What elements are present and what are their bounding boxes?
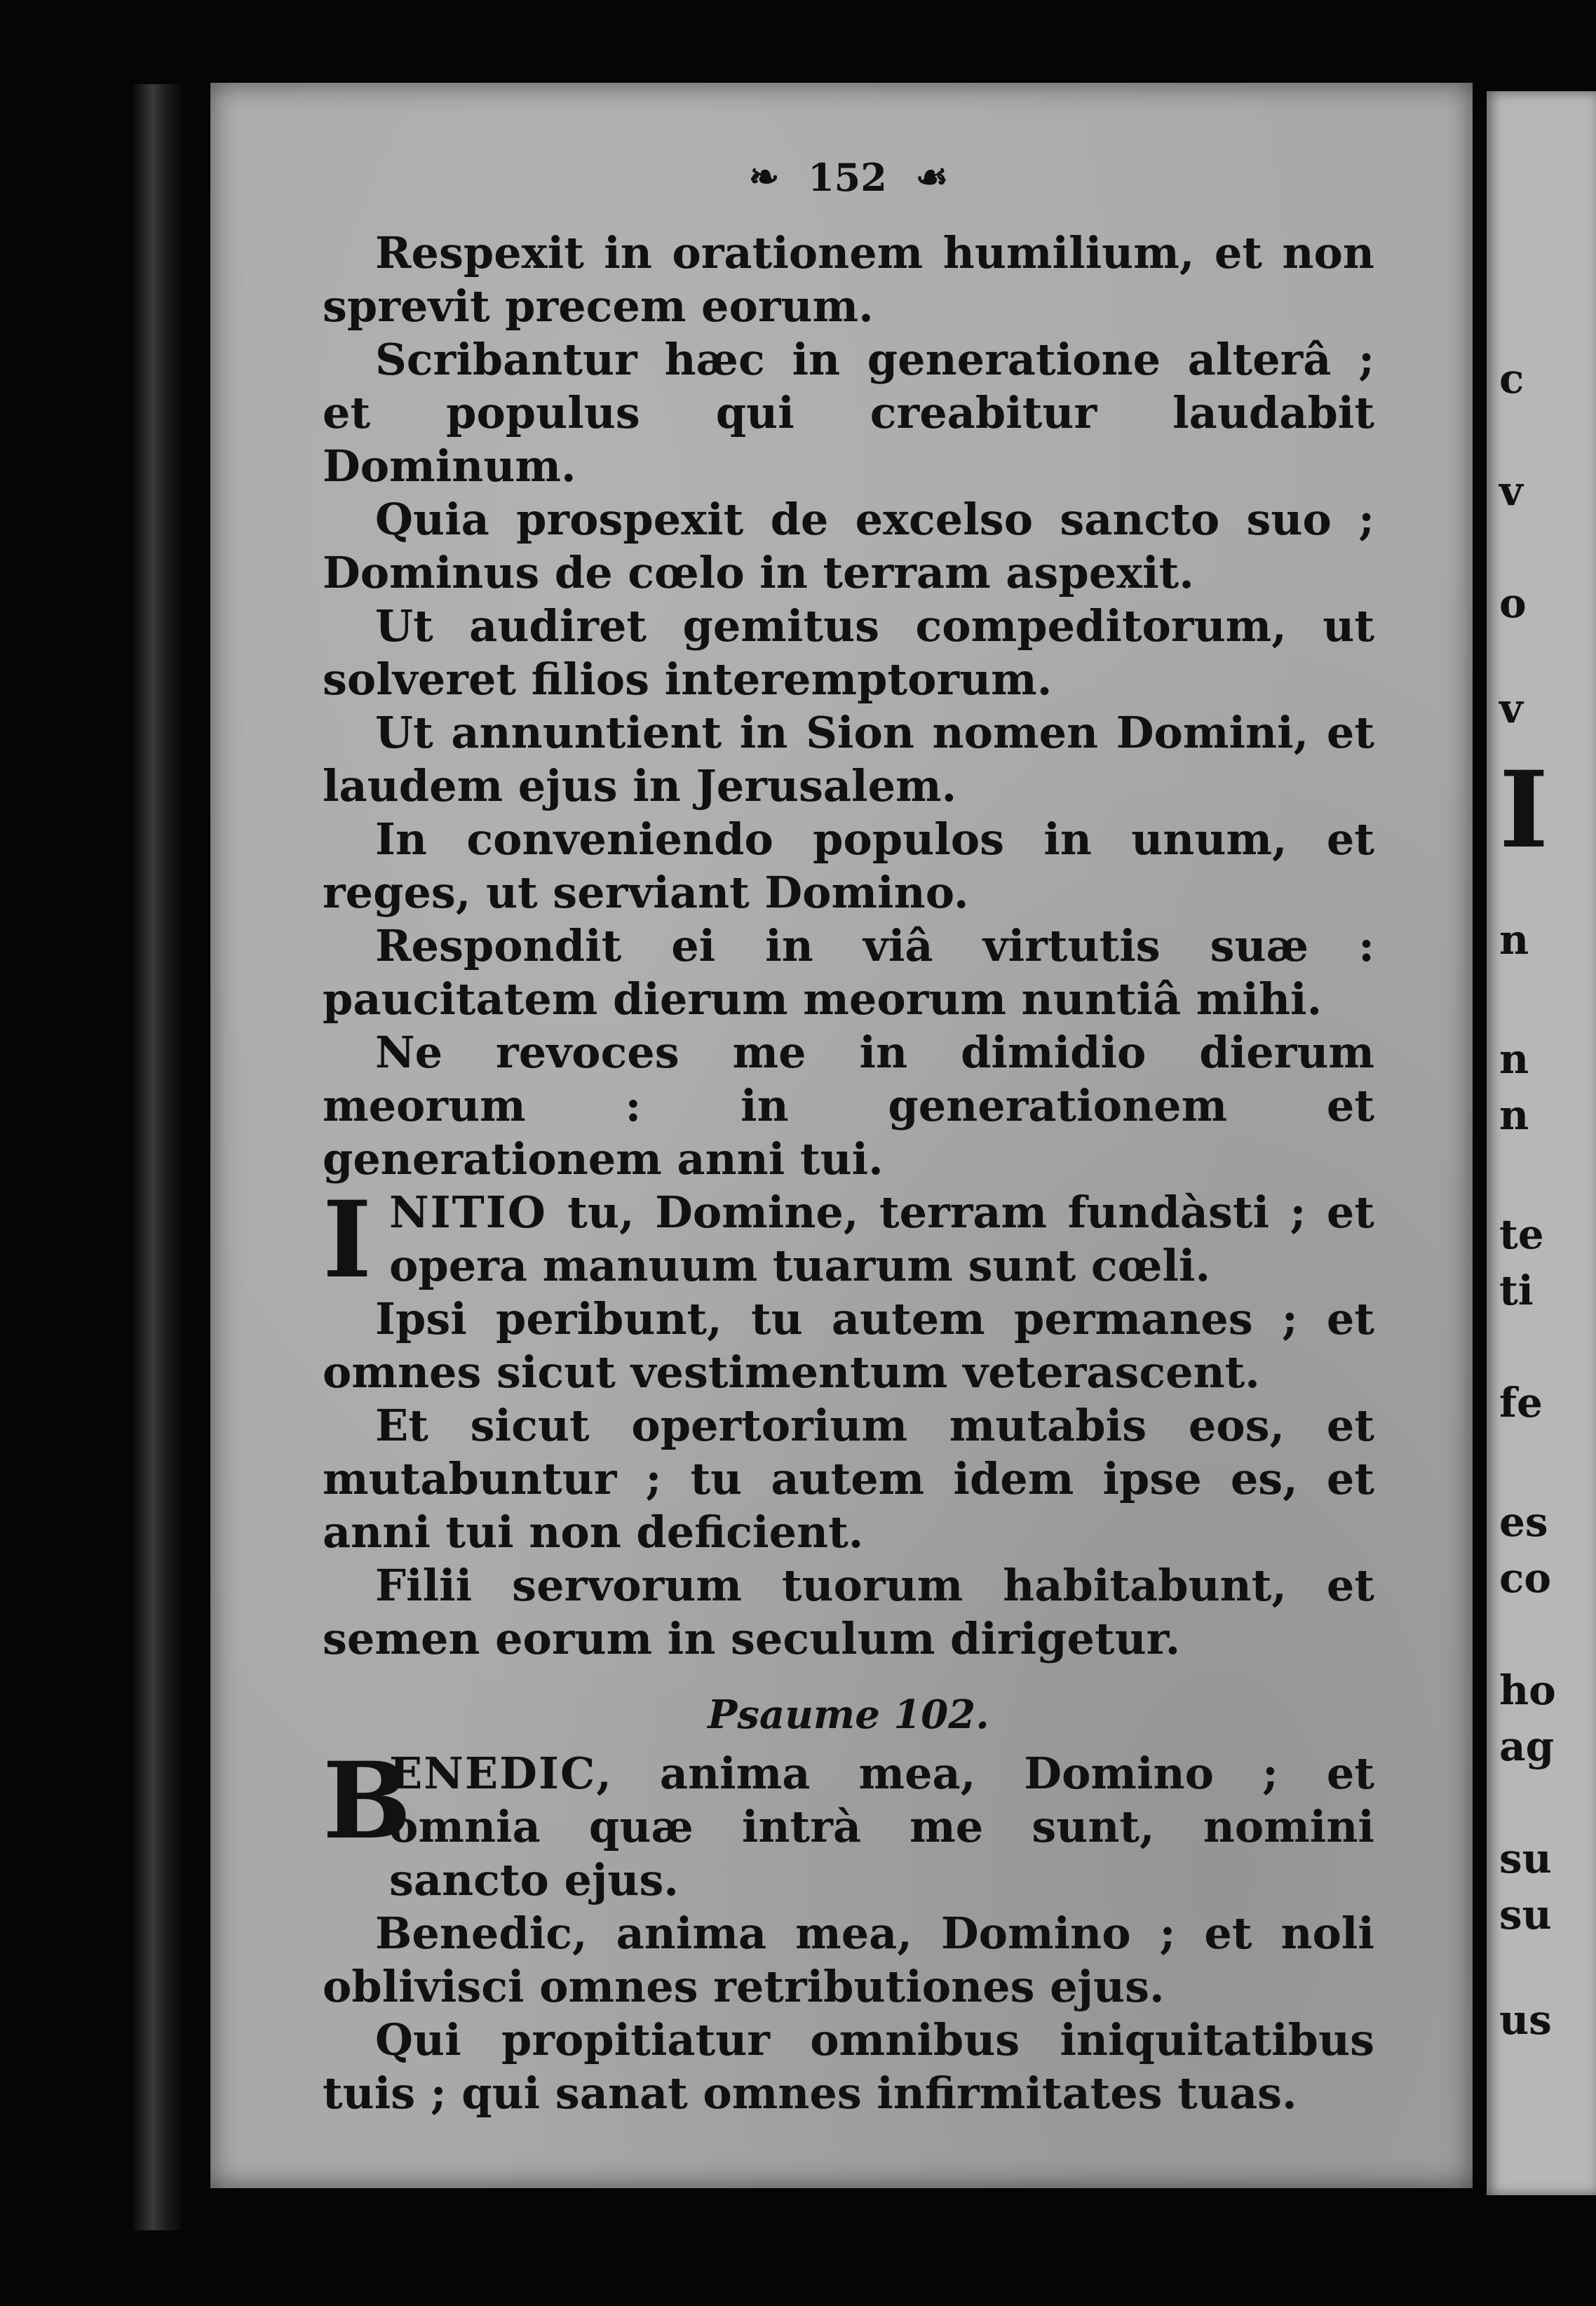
facing-page-fragment: ag [1499, 1722, 1555, 1770]
facing-page-fragment: ti [1499, 1267, 1534, 1314]
facing-page-fragment: c [1499, 355, 1524, 403]
facing-page-fragment: n [1499, 1035, 1529, 1083]
drop-cap: I [323, 1178, 372, 1302]
page-header [323, 153, 1374, 198]
book-binding [133, 84, 182, 2230]
verse: Ut annuntient in Sion nomen Domini, et laudem ejus in Jerusalem. [323, 706, 1374, 811]
verse-text: tu, Domine, terram fundàsti ; et opera manuum tuarum sunt cœli. [389, 1186, 1374, 1291]
verse: Filii servorum tuorum habitabunt, et semen eorum in seculum dirigetur. [323, 1559, 1374, 1664]
page-text [323, 153, 1374, 2120]
verse-text: , anima mea, Domino ; et omnia quæ intrà me sunt, nomini sancto ejus. [389, 1747, 1374, 1906]
verse-lead-word: ENEDIC [389, 1747, 597, 1799]
facing-page-fragment: o [1499, 579, 1527, 627]
facing-page-fragment: te [1499, 1211, 1544, 1258]
facing-page-fragment: fe [1499, 1379, 1543, 1427]
facing-page-fragment: co [1499, 1554, 1552, 1602]
psalm-heading: Psaume 102. [708, 1691, 989, 1738]
facing-page-fragment: v [1499, 685, 1523, 732]
ornament-right-icon: ☙ [915, 155, 949, 198]
facing-page-fragment: n [1499, 916, 1529, 964]
facing-page-fragment: ho [1499, 1666, 1556, 1714]
facing-page-fragment: n [1499, 1091, 1529, 1139]
verse: Respondit ei in viâ virtutis suæ : paucitatem dierum meorum nuntiâ mihi. [323, 919, 1374, 1025]
verse-lead-word: NITIO [389, 1186, 547, 1238]
book-page [210, 83, 1473, 2188]
verse: Et sicut opertorium mutabis eos, et mutabuntur ; tu autem idem ipse es, et anni tui non deficient. [323, 1399, 1374, 1558]
verse: Respexit in orationem humilium, et non sprevit precem eorum. [323, 227, 1374, 332]
facing-page-edge [1487, 91, 1596, 2195]
facing-page-fragment: su [1499, 1835, 1552, 1882]
initio-verse [323, 1178, 1374, 1302]
drop-cap: B [323, 1739, 412, 1863]
verse: Ut audiret gemitus compeditorum, ut solveret filios interemptorum. [323, 600, 1374, 705]
verse: Ipsi peribunt, tu autem permanes ; et omnes sicut vestimentum veterascent. [323, 1293, 1374, 1398]
verse: Ne revoces me in dimidio dierum meorum : in generationem et generationem anni tui. [323, 1026, 1374, 1185]
facing-page-fragment: I [1499, 748, 1549, 872]
benedic-verse [323, 1739, 1374, 1907]
facing-page-fragment: su [1499, 1891, 1552, 1938]
verse: In conveniendo populos in unum, et reges, ut serviant Domino. [323, 813, 1374, 918]
verse: Benedic, anima mea, Domino ; et noli oblivisci omnes retributiones ejus. [323, 1907, 1374, 2012]
verse: Qui propitiatur omnibus iniquitatibus tuis ; qui sanat omnes infirmitates tuas. [323, 2014, 1374, 2119]
facing-page-fragment: us [1499, 1996, 1552, 2044]
facing-page-fragment: v [1499, 467, 1523, 515]
page-number: 152 [808, 154, 887, 200]
ornament-left-icon: ❧ [748, 155, 780, 198]
verse: Quia prospexit de excelso sancto suo ; Dominus de cœlo in terram aspexit. [323, 493, 1374, 598]
verse: Scribantur hæc in generatione alterâ ; et populus qui creabitur laudabit Dominum. [323, 333, 1374, 492]
facing-page-fragment: es [1499, 1498, 1548, 1546]
